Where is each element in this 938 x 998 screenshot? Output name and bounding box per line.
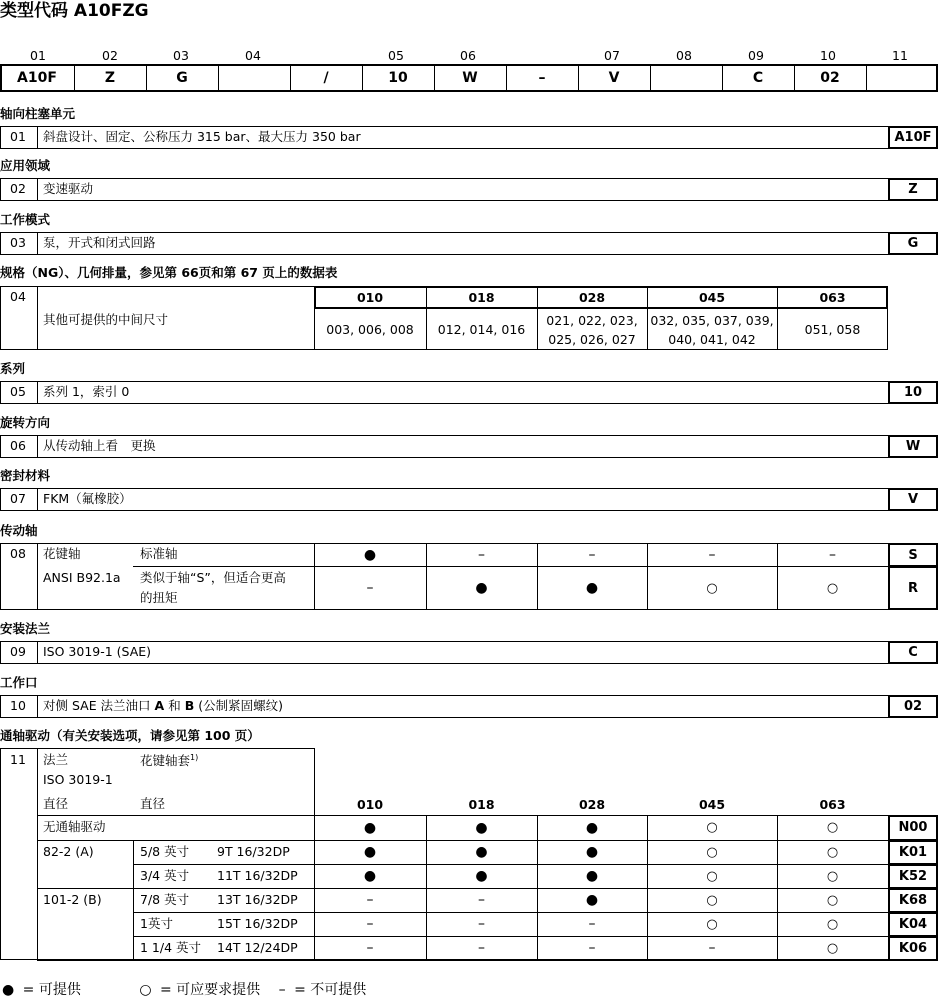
- availability-mark: –: [478, 892, 485, 908]
- type-code-cell: V: [608, 70, 620, 86]
- availability-mark: –: [588, 916, 596, 932]
- port-description: 对侧 SAE 法兰油口 A 和 B (公制紧固螺纹): [43, 698, 283, 713]
- availability-mark: –: [478, 940, 485, 956]
- section-title-03: 工作模式: [0, 212, 51, 227]
- section-text-06: 从传动轴上看 更换: [43, 438, 156, 453]
- spline-spec: 14T 12/24DP: [217, 940, 298, 955]
- code-R: R: [907, 580, 918, 596]
- code-K52: K52: [898, 868, 928, 884]
- code-10: 02: [903, 699, 923, 714]
- section-title-09: 安装法兰: [0, 621, 51, 636]
- section-title-02: 应用领域: [0, 158, 51, 173]
- through-size-018: 018: [468, 796, 495, 812]
- type-code-cell: C: [752, 70, 764, 86]
- section-text-01: 斜盘设计、固定、公称压力 315 bar、最大压力 350 bar: [43, 129, 361, 144]
- position-number: 10: [820, 48, 836, 63]
- position-number: 04: [245, 48, 261, 63]
- through-size-063: 063: [819, 796, 846, 812]
- section-title-07: 密封材料: [0, 468, 51, 483]
- section-num-06: 06: [10, 438, 26, 453]
- position-number: 06: [460, 48, 476, 63]
- flange-size: 无通轴驱动: [43, 819, 106, 834]
- section-num-02: 02: [10, 181, 26, 196]
- section-text-03: 泵，开式和闭式回路: [43, 235, 156, 250]
- type-code-cell: [218, 64, 290, 92]
- type-code-cell: W: [462, 70, 478, 86]
- position-number: 08: [676, 48, 692, 63]
- code-06: W: [905, 439, 921, 454]
- spline-diameter-header: 直径: [140, 796, 166, 811]
- position-number: 07: [604, 48, 620, 63]
- availability-mark: –: [588, 546, 596, 563]
- availability-mark: ○: [826, 916, 839, 932]
- availability-mark: –: [708, 940, 716, 956]
- legend-filled-mark: ●: [2, 982, 15, 998]
- spline-shaft-label: 花键轴: [43, 546, 81, 561]
- section-num-09: 09: [10, 644, 26, 659]
- availability-mark: ○: [706, 892, 718, 908]
- availability-mark: ●: [475, 819, 488, 836]
- legend-open-mark: ○: [139, 982, 152, 998]
- section-num-08: 08: [10, 546, 26, 561]
- availability-mark: ●: [363, 546, 377, 563]
- standard-shaft-label: 标准轴: [140, 546, 178, 561]
- section-num-01: 01: [10, 129, 26, 144]
- availability-mark: ●: [475, 868, 488, 884]
- availability-mark: ○: [826, 580, 839, 596]
- section-title-10: 工作口: [0, 675, 38, 690]
- intermediate-sizes: 003, 006, 008: [326, 322, 414, 337]
- availability-mark: ●: [475, 580, 488, 596]
- availability-mark: –: [366, 916, 374, 932]
- code-07: V: [907, 492, 919, 507]
- availability-mark: ●: [585, 819, 599, 836]
- code-05: 10: [903, 385, 923, 400]
- position-number: 11: [892, 48, 908, 63]
- type-code-cell: A10F: [17, 70, 57, 86]
- size-010: 010: [356, 289, 384, 305]
- availability-mark: –: [829, 546, 836, 563]
- flange-diameter-header: 直径: [43, 796, 69, 811]
- position-number: 03: [173, 48, 189, 63]
- spline-diameter: 5/8 英寸: [140, 844, 190, 859]
- intermediate-sizes: 032, 035, 037, 039,: [650, 312, 774, 328]
- ansi-label: ANSI B92.1a: [43, 570, 121, 585]
- code-01: A10F: [894, 130, 932, 145]
- section-title-06: 旋转方向: [0, 415, 51, 430]
- availability-mark: ●: [585, 844, 599, 860]
- r-shaft-desc-2: 的扭矩: [140, 590, 178, 605]
- section-num-11: 11: [10, 752, 26, 767]
- section-title-04: 规格（NG）、几何排量，参见第 66页和第 67 页上的数据表: [0, 265, 338, 280]
- section-text-07: FKM（氟橡胶）: [43, 491, 132, 506]
- type-code-cell: /: [323, 70, 329, 86]
- code-02: Z: [908, 182, 918, 197]
- availability-mark: –: [366, 892, 374, 908]
- type-code-cell: –: [538, 70, 546, 86]
- section-title-01: 轴向柱塞单元: [0, 106, 76, 121]
- availability-mark: –: [366, 940, 374, 956]
- flange-size: 101-2 (B): [43, 892, 102, 907]
- section-box-07: [0, 488, 938, 511]
- size-018: 018: [468, 289, 495, 305]
- availability-mark: ●: [585, 892, 599, 908]
- spline-spec: 15T 16/32DP: [217, 916, 298, 931]
- type-code-cell: G: [176, 70, 188, 86]
- intermediate-sizes: 025, 026, 027: [548, 331, 636, 347]
- intermediate-sizes: 051, 058: [804, 322, 861, 337]
- spline-spec: 9T 16/32DP: [217, 844, 290, 859]
- intermediate-sizes: 021, 022, 023,: [546, 312, 638, 328]
- spline-spec: 11T 16/32DP: [217, 868, 298, 883]
- type-code-cell: Z: [104, 70, 116, 86]
- availability-mark: ●: [363, 819, 377, 836]
- section-title-11: 通轴驱动（有关安装选项，请参见第 100 页）: [0, 728, 260, 743]
- availability-mark: ○: [826, 820, 839, 835]
- intermediate-sizes: 012, 014, 016: [437, 322, 526, 337]
- code-K68: K68: [898, 892, 928, 908]
- availability-mark: ○: [826, 892, 839, 908]
- spline-diameter: 7/8 英寸: [140, 892, 190, 907]
- flange-size: 82-2 (A): [43, 844, 94, 859]
- availability-mark: –: [478, 916, 485, 932]
- section-title-08: 传动轴: [0, 523, 38, 538]
- availability-mark: –: [478, 546, 485, 563]
- code-N00: N00: [898, 820, 928, 835]
- size-063: 063: [819, 289, 846, 305]
- position-number: 01: [30, 48, 46, 63]
- spline-sleeve-header: 花键轴套$^{1)}$: [140, 753, 199, 769]
- availability-mark: ○: [706, 580, 718, 596]
- section-num-03: 03: [10, 235, 26, 250]
- position-number: 02: [102, 48, 118, 63]
- section-num-10: 10: [10, 698, 26, 713]
- legend: ● = 可提供 ○ = 可应要求提供 – = 不可提供: [2, 982, 367, 998]
- spline-spec: 13T 16/32DP: [217, 892, 298, 907]
- through-size-028: 028: [578, 796, 606, 812]
- r-shaft-desc-1: 类似于轴“S”，但适合更高: [140, 570, 286, 585]
- type-code-cell: 10: [388, 70, 408, 86]
- availability-mark: ○: [826, 868, 839, 884]
- iso-header: ISO 3019-1: [43, 772, 113, 787]
- availability-mark: –: [366, 580, 374, 596]
- availability-mark: ○: [706, 820, 718, 835]
- section-text-09: ISO 3019-1 (SAE): [43, 644, 152, 659]
- code-K06: K06: [898, 940, 928, 956]
- availability-mark: ○: [706, 844, 718, 860]
- section-box-05: [0, 381, 938, 404]
- page-title: 类型代码 A10FZG: [0, 1, 149, 21]
- availability-mark: ●: [585, 580, 599, 596]
- through-size-010: 010: [356, 796, 384, 812]
- availability-mark: ○: [826, 940, 839, 956]
- availability-mark: ●: [363, 868, 377, 884]
- through-size-045: 045: [698, 796, 726, 812]
- type-code-cell: [650, 64, 722, 92]
- availability-mark: ●: [363, 844, 377, 860]
- section-num-04: 04: [10, 289, 26, 304]
- type-code-cell: [866, 64, 938, 92]
- availability-mark: ○: [706, 868, 718, 884]
- code-K01: K01: [898, 844, 928, 860]
- code-03: G: [907, 236, 919, 251]
- availability-mark: ○: [706, 916, 718, 932]
- flange-header: 法兰: [43, 752, 69, 767]
- availability-mark: –: [708, 546, 716, 563]
- spline-diameter: 1英寸: [140, 916, 173, 931]
- code-K04: K04: [898, 916, 928, 932]
- type-code-cell: 02: [820, 70, 840, 86]
- intermediate-sizes-label: 其他可提供的中间尺寸: [43, 312, 169, 327]
- availability-mark: ●: [475, 844, 488, 860]
- legend-dash-mark: –: [278, 982, 286, 998]
- intermediate-sizes: 040, 041, 042: [668, 331, 756, 347]
- code-S: S: [908, 547, 918, 563]
- size-028: 028: [578, 289, 606, 305]
- section-num-07: 07: [10, 491, 26, 506]
- availability-mark: ○: [826, 844, 839, 860]
- code-09: C: [908, 645, 918, 660]
- section-box-02: [0, 178, 938, 201]
- section-title-05: 系列: [0, 361, 26, 376]
- position-number: 05: [388, 48, 404, 63]
- section-num-05: 05: [10, 384, 26, 399]
- section-text-02: 变速驱动: [43, 181, 94, 196]
- position-number: 09: [748, 48, 764, 63]
- availability-mark: ●: [585, 868, 599, 884]
- section-text-05: 系列 1，索引 0: [43, 384, 130, 399]
- size-045: 045: [698, 289, 726, 305]
- spline-diameter: 3/4 英寸: [140, 868, 190, 883]
- availability-mark: –: [588, 940, 596, 956]
- spline-diameter: 1 1/4 英寸: [140, 940, 202, 955]
